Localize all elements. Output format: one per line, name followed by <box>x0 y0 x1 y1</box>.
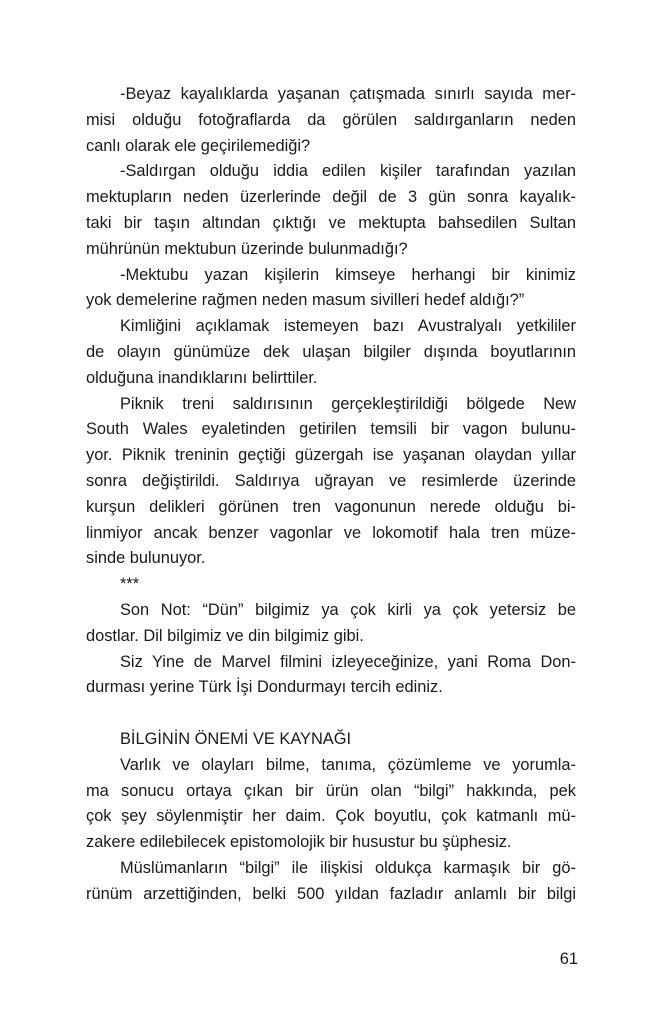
text-line: Piknik treni saldırısının gerçekleştirildiği bölgede New <box>120 394 576 413</box>
text-line: -Mektubu yazan kişilerin kimseye herhangi bir kinimiz <box>120 265 576 284</box>
text-line: Son Not: “Dün” bilgimiz ya çok kirli ya çok yetersiz be <box>120 600 576 619</box>
text-line: South Wales eyaletinden getirilen temsili bir vagon bulunu- <box>86 420 576 439</box>
text-line: -Saldırgan olduğu iddia edilen kişiler tarafından yazılan <box>120 162 576 181</box>
text-line: sinde bulunuyor. <box>86 549 206 568</box>
text-line: -Beyaz kayalıklarda yaşanan çatışmada sınırlı sayıda mer- <box>120 85 576 103</box>
text-line: zakere edilebilecek epistomolojik bir husustur bu şüphesiz. <box>86 833 512 852</box>
text-line: linmiyor ancak benzer vagonlar ve lokomotif hala tren müze- <box>86 523 576 542</box>
text-line: Kimliğini açıklamak istemeyen bazı Avustralyalı yetkililer <box>120 317 576 336</box>
text-line: Siz Yine de Marvel filmini izleyeceğinize, yani Roma Don- <box>120 652 576 671</box>
text-line: misi olduğu fotoğraflarda da görülen saldırganların neden <box>86 110 576 129</box>
text-line: yor. Piknik treninin geçtiği güzergah ise yaşanan olaydan yıllar <box>86 446 576 465</box>
text-line: çok şey söylenmiştir her daim. Çok boyutlu, çok katmanlı mü- <box>86 807 576 826</box>
text-line: rünüm arzettiğinden, belki 500 yıldan fazladır anlamlı bir bilgi <box>86 884 576 903</box>
text-line: kurşun delikleri görünen tren vagonunun nerede olduğu bi- <box>86 497 576 516</box>
blank-line <box>86 701 576 727</box>
text-line: mührünün mektubun üzerinde bulunmadığı? <box>86 239 408 258</box>
text-line: ma sonucu ortaya çıkan bir ürün olan “bilgi” hakkında, pek <box>86 781 576 800</box>
section-heading: BİLGİNİN ÖNEMİ VE KAYNAĞI <box>120 729 352 748</box>
text-line: de olayın günümüze dek ulaşan bilgiler dışında boyutlarının <box>86 342 576 361</box>
page-number: 61 <box>559 950 578 968</box>
text-line: yok demelerine rağmen neden masum sivilleri hedef aldığı?” <box>86 291 525 310</box>
text-line: sonra değiştirildi. Saldırıya uğrayan ve resimlerde üzerinde <box>86 471 576 490</box>
text-line: mektupların neden üzerlerinde değil de 3 gün sonra kayalık- <box>86 188 576 207</box>
text-line: olduğuna inandıklarını belirttiler. <box>86 368 318 387</box>
page-body <box>86 82 576 908</box>
text-line: Müslümanların “bilgi” ile ilişkisi oldukça karmaşık bir gö- <box>120 858 576 877</box>
text-line: taki bir taşın altından çıktığı ve mektupta bahsedilen Sultan <box>86 213 576 232</box>
section-separator: *** <box>120 575 140 594</box>
text-line: canlı olarak ele geçirilemediği? <box>86 136 311 155</box>
text-line: dostlar. Dil bilgimiz ve din bilgimiz gibi. <box>86 626 364 645</box>
text-line: Varlık ve olayları bilme, tanıma, çözümleme ve yorumla- <box>120 755 576 774</box>
text-line: durması yerine Türk İşi Dondurmayı tercih ediniz. <box>86 678 443 697</box>
